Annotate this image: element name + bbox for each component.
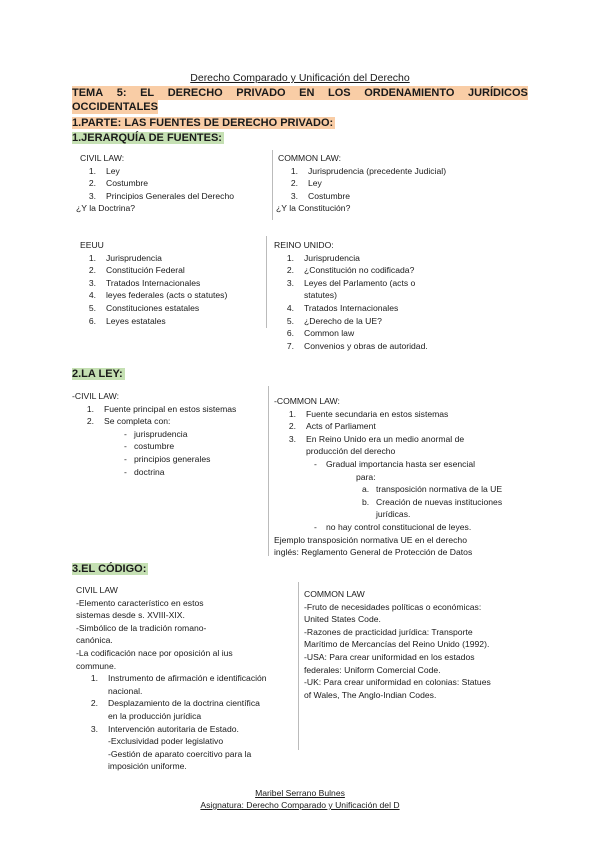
- s1-common-footer: ¿Y la Constitución?: [276, 203, 351, 214]
- list-item: 1. Fuente secundaria en estos sistemas: [288, 408, 449, 419]
- list-item: -Gestión de aparato coercitivo para la: [108, 748, 252, 759]
- s2-civil-law: [72, 390, 268, 478]
- s2-example: inglés: Reglamento General de Protección de Datos: [274, 547, 473, 558]
- list-item: en la producción jurídica: [108, 710, 202, 721]
- list-item: producción del derecho: [306, 446, 396, 457]
- tema-line1: [72, 86, 528, 100]
- list-item: 2. Costumbre: [88, 178, 149, 189]
- tema-word: EL: [140, 87, 155, 99]
- list-item: 1. Jurisprudencia: [286, 252, 360, 263]
- s1-civil-list: [74, 165, 270, 203]
- text-line: Marítimo de Mercancías del Reino Unido (1992).: [304, 639, 490, 650]
- s3-common-head: COMMON LAW: [304, 589, 365, 599]
- document-title: Derecho Comparado y Unificación del Derecho: [190, 72, 410, 84]
- s1-uk-list: [272, 252, 472, 353]
- tema-heading: [72, 86, 528, 114]
- s2-common-list: [274, 408, 514, 458]
- list-item: jurídicas.: [376, 509, 411, 520]
- column-divider: [268, 386, 269, 556]
- text-line: -Fruto de necesidades políticas o económicas:: [304, 601, 482, 612]
- tema-word: ORDENAMIENTO: [364, 87, 455, 99]
- s1-civil-head: CIVIL LAW:: [80, 153, 125, 163]
- list-item: a. transposición normativa de la UE: [362, 484, 503, 495]
- text-line: United States Code.: [304, 614, 381, 625]
- s2-example: Ejemplo transposición normativa UE en el derecho: [274, 534, 467, 545]
- list-item: 5. Constituciones estatales: [88, 302, 200, 313]
- list-item: - no hay control constitucional de leyes.: [314, 521, 472, 532]
- list-item: 2. Se completa con:: [86, 416, 171, 427]
- tema-word: DERECHO: [167, 87, 223, 99]
- tema-word: PRIVADO: [236, 87, 286, 99]
- list-item: 5. ¿Derecho de la UE?: [286, 315, 382, 326]
- list-item: imposición uniforme.: [108, 761, 187, 772]
- list-item: 3. Leyes del Parlamento (acts o: [286, 277, 416, 288]
- list-item: 4. leyes federales (acts o statutes): [88, 290, 228, 301]
- list-item: 2. Desplazamiento de la doctrina científica: [90, 698, 260, 709]
- column-divider: [272, 150, 273, 220]
- list-item: - doctrina: [124, 466, 165, 477]
- list-item: - jurisprudencia: [124, 428, 188, 439]
- s1-eeuu-head: EEUU: [80, 240, 104, 250]
- tema-word: LOS: [328, 87, 351, 99]
- list-item: - principios generales: [124, 453, 211, 464]
- text-line: federales: Uniform Comercial Code.: [304, 664, 441, 675]
- tema-word: JURÍDICOS: [468, 87, 528, 99]
- list-item: 3. Intervención autoritaria de Estado.: [90, 723, 239, 734]
- s1-common-list: [276, 165, 516, 203]
- list-item: 3. En Reino Unido era un medio anormal de: [288, 433, 465, 444]
- text-line: -Simbólico de la tradición romano-: [76, 622, 207, 633]
- list-item: 3. Tratados Internacionales: [88, 277, 201, 288]
- s3-civil-law: [76, 584, 296, 773]
- list-item: 3. Costumbre: [290, 190, 351, 201]
- s1-reino-unido: [272, 239, 472, 352]
- list-item: - Gradual importancia hasta ser esencial: [314, 458, 476, 469]
- list-item: 6. Leyes estatales: [88, 315, 166, 326]
- list-item: 1. Ley: [88, 165, 120, 176]
- list-item: nacional.: [108, 685, 143, 696]
- text-line: of Wales, The Anglo-Indian Codes.: [304, 689, 437, 700]
- tema-line2: OCCIDENTALES: [72, 101, 158, 113]
- text-line: commune.: [76, 660, 117, 671]
- list-item: 1. Jurisprudencia (precedente Judicial): [290, 165, 447, 176]
- list-item: 1. Instrumento de afirmación e identificación: [90, 673, 267, 684]
- column-divider: [298, 582, 299, 750]
- list-item-cont: para:: [356, 471, 376, 482]
- s1-common-head: COMMON LAW:: [278, 153, 342, 163]
- s1-eeuu: [74, 239, 264, 327]
- s2-civil-head: -CIVIL LAW:: [72, 391, 119, 401]
- list-item: -Exclusividad poder legislativo: [108, 736, 224, 747]
- list-item: 4. Tratados Internacionales: [286, 302, 399, 313]
- column-divider: [266, 236, 267, 328]
- list-item: 2. Ley: [290, 178, 322, 189]
- parte-heading: 1.PARTE: LAS FUENTES DE DERECHO PRIVADO:: [72, 117, 334, 129]
- footer-author: Maribel Serrano Bulnes: [255, 788, 345, 798]
- s1-uk-head: REINO UNIDO:: [274, 240, 334, 250]
- s1-common-law: [276, 152, 516, 215]
- s2-civil-list: [72, 403, 268, 428]
- text-line: -La codificación nace por oposición al ius: [76, 647, 233, 658]
- list-item: - costumbre: [124, 441, 175, 452]
- s1-eeuu-list: [74, 252, 264, 328]
- list-item: 3. Principios Generales del Derecho: [88, 190, 235, 201]
- tema-word: 5:: [116, 87, 127, 99]
- s2-common-law: [274, 395, 514, 559]
- s1-civil-footer: ¿Y la Doctrina?: [76, 203, 136, 214]
- s3-common-law: [304, 588, 534, 701]
- list-item: 2. Acts of Parliament: [288, 421, 376, 432]
- section1-heading: 1.JERARQUÍA DE FUENTES:: [72, 132, 222, 144]
- list-item: 1. Jurisprudencia: [88, 252, 162, 263]
- section2-heading: 2.LA LEY:: [72, 368, 123, 380]
- text-line: -USA: Para crear uniformidad en los estados: [304, 651, 475, 662]
- text-line: -Razones de practicidad jurídica: Transporte: [304, 626, 473, 637]
- tema-word: TEMA: [72, 87, 104, 99]
- list-item: 7. Convenios y obras de autoridad.: [286, 340, 428, 351]
- footer-subject: Asignatura: Derecho Comparado y Unificación del D: [200, 800, 400, 810]
- section3-heading: 3.EL CÓDIGO:: [72, 563, 147, 575]
- text-line: -UK: Para crear uniformidad en colonias: Statues: [304, 677, 491, 688]
- text-line: canónica.: [76, 635, 113, 646]
- list-item: 1. Fuente principal en estos sistemas: [86, 403, 237, 414]
- list-item: b. Creación de nuevas instituciones: [362, 496, 503, 507]
- tema-word: EN: [299, 87, 315, 99]
- list-item: 2. ¿Constitución no codificada?: [286, 265, 415, 276]
- s3-civil-list: [76, 672, 296, 773]
- list-item: 6. Common law: [286, 328, 355, 339]
- list-item: 2. Constitución Federal: [88, 265, 185, 276]
- list-item: statutes): [304, 290, 337, 301]
- s2-common-head: -COMMON LAW:: [274, 396, 340, 406]
- s3-civil-head: CIVIL LAW: [76, 585, 118, 595]
- text-line: sistemas desde s. XVIII-XIX.: [76, 610, 185, 621]
- s1-civil-law: [74, 152, 270, 215]
- text-line: -Elemento característico en estos: [76, 597, 204, 608]
